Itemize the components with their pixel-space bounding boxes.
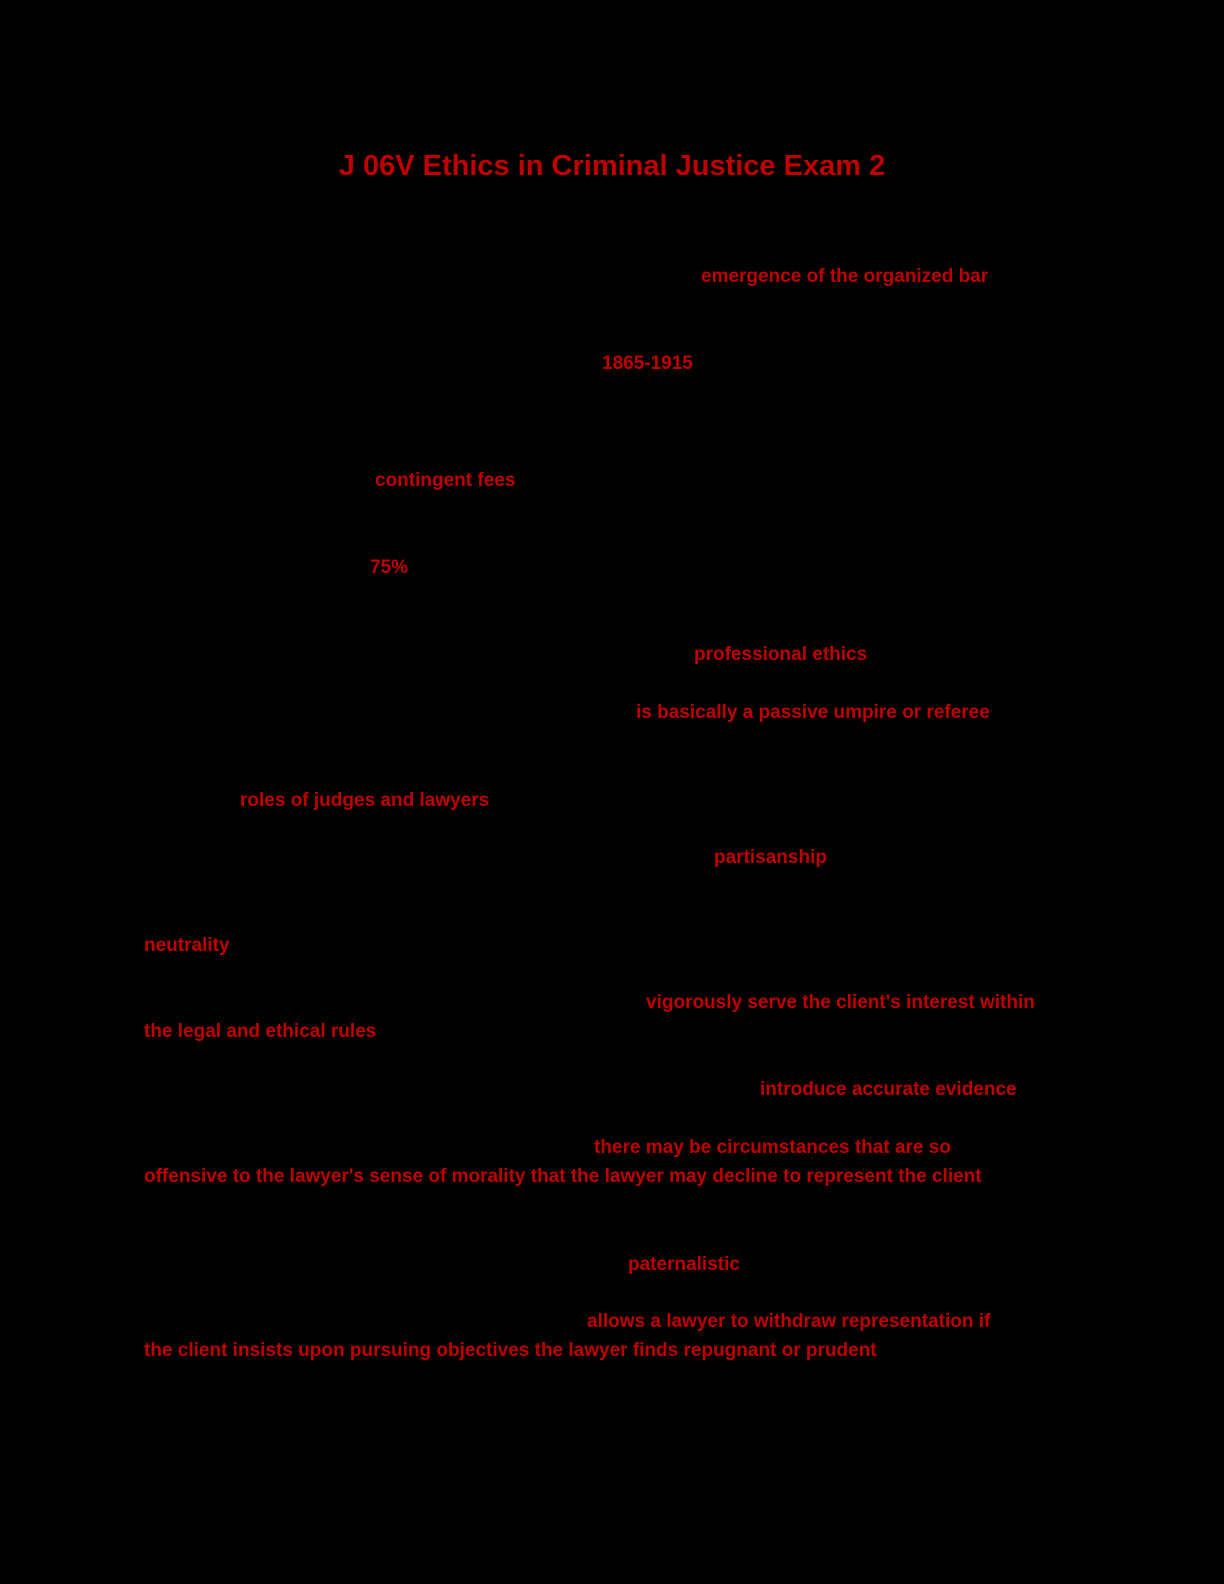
answer-11 bbox=[760, 1075, 1017, 1104]
answer-5 bbox=[694, 640, 867, 669]
answer-text: the legal and ethical rules bbox=[144, 1021, 377, 1042]
answer-text: offensive to the lawyer's sense of morality that the lawyer may decline to represent the client bbox=[144, 1166, 982, 1187]
answer-3 bbox=[375, 466, 515, 495]
answer-text: roles of judges and lawyers bbox=[240, 790, 490, 811]
answer-text: 1865-1915 bbox=[602, 353, 693, 374]
answer-10 bbox=[144, 988, 1035, 1046]
answer-1 bbox=[701, 262, 988, 291]
answer-13 bbox=[628, 1250, 740, 1279]
answer-9 bbox=[144, 931, 230, 960]
answer-6 bbox=[636, 698, 990, 727]
answer-text: contingent fees bbox=[375, 470, 516, 491]
answer-text: neutrality bbox=[144, 935, 230, 956]
answer-text: vigorously serve the client's interest within bbox=[646, 992, 1035, 1013]
page-title: J 06V Ethics in Criminal Justice Exam 2 bbox=[338, 150, 886, 182]
answer-14 bbox=[144, 1307, 990, 1365]
answer-text: the client insists upon pursuing objectives the lawyer finds repugnant or prudent bbox=[144, 1340, 877, 1361]
answer-text: paternalistic bbox=[628, 1254, 740, 1275]
answer-8 bbox=[714, 843, 827, 872]
answer-text: partisanship bbox=[714, 847, 827, 868]
answer-7 bbox=[240, 786, 489, 815]
answer-text: allows a lawyer to withdraw representation if bbox=[587, 1311, 991, 1332]
answer-text: introduce accurate evidence bbox=[760, 1079, 1017, 1100]
answer-text: is basically a passive umpire or referee bbox=[636, 702, 990, 723]
answer-text: emergence of the organized bar bbox=[701, 266, 989, 287]
answer-12 bbox=[144, 1133, 982, 1191]
answer-text: professional ethics bbox=[694, 644, 868, 665]
answer-4 bbox=[370, 553, 408, 582]
answer-text: there may be circumstances that are so bbox=[594, 1137, 951, 1158]
answer-2 bbox=[602, 349, 693, 378]
answer-text: 75% bbox=[370, 557, 409, 578]
